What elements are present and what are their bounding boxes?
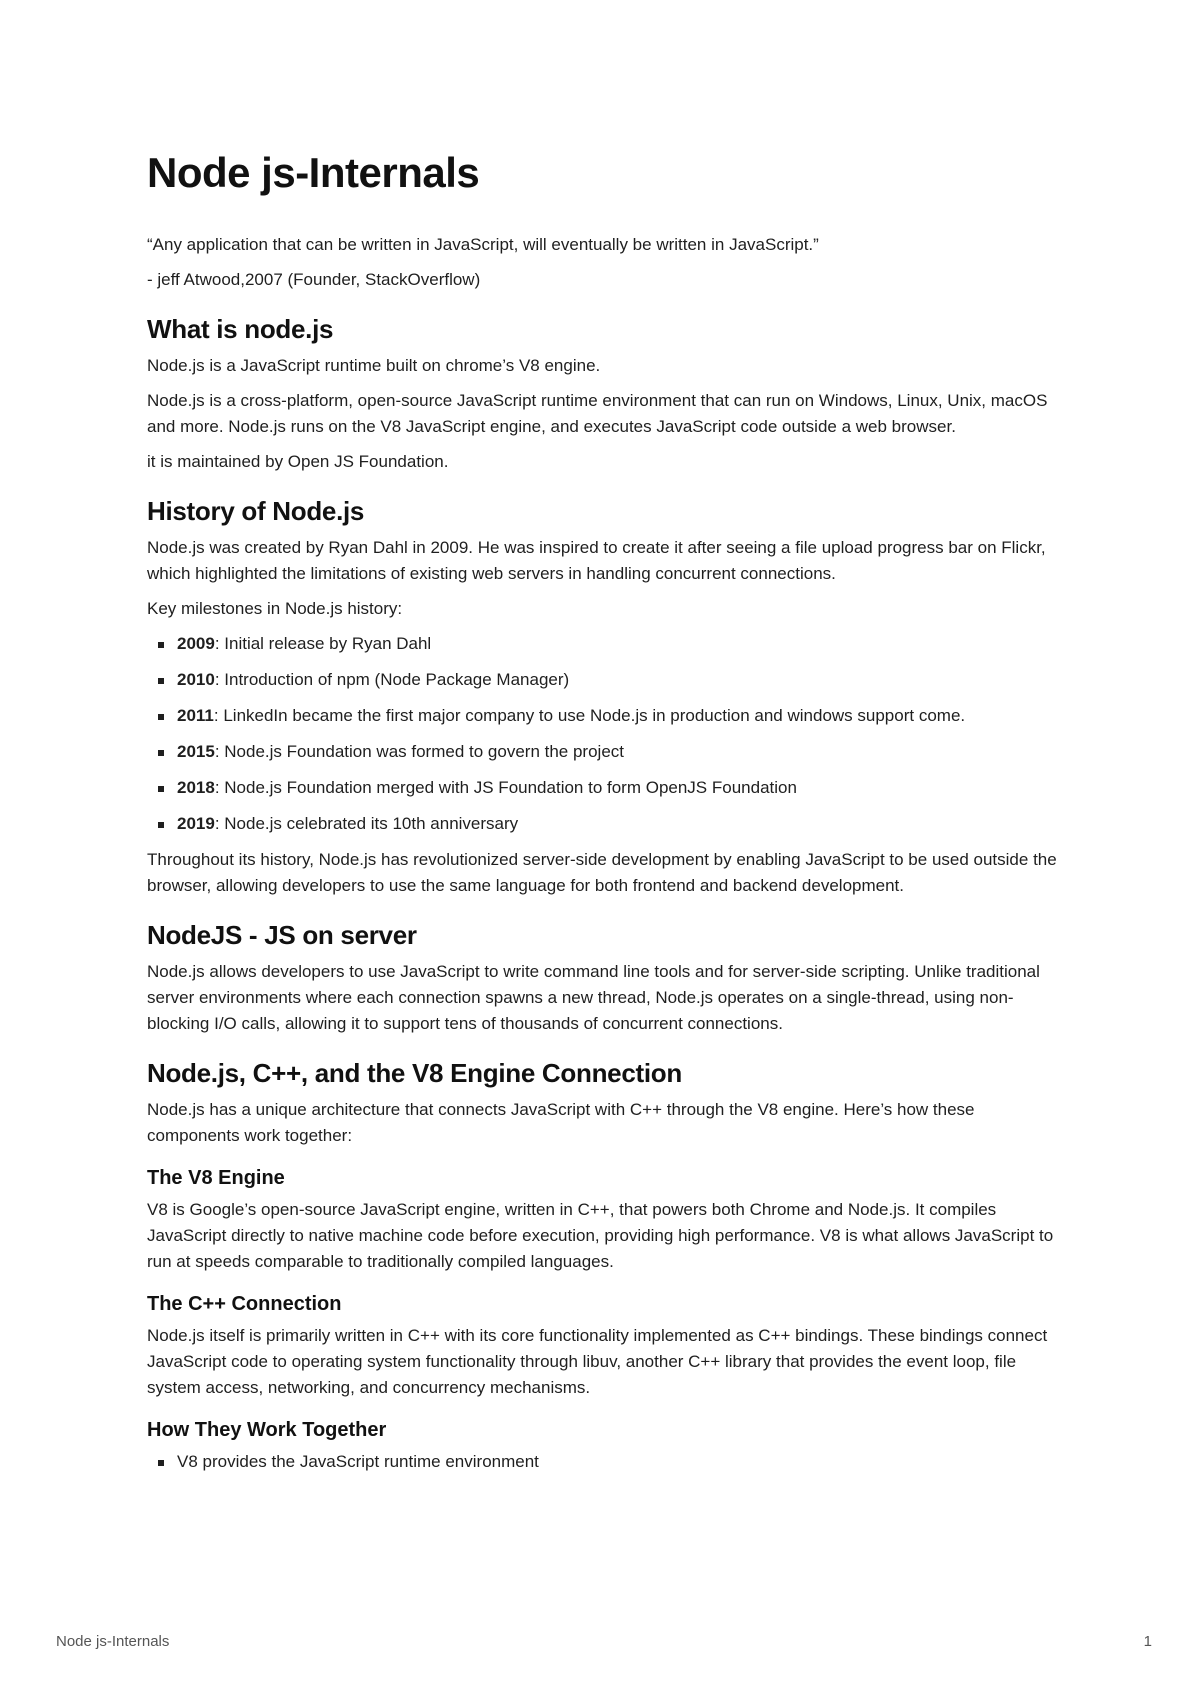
list-item: [177, 775, 1067, 801]
milestone-year: 2011: [177, 706, 214, 725]
paragraph: it is maintained by Open JS Foundation.: [147, 452, 449, 471]
milestones-list: [147, 631, 1067, 837]
paragraph: Node.js is a JavaScript runtime built on chrome’s V8 engine.: [147, 356, 601, 375]
how-they-work-list: [147, 1449, 1067, 1475]
milestone-year: 2009: [177, 634, 215, 653]
subheading-v8-engine: The V8 Engine: [147, 1167, 285, 1189]
milestone-text: : LinkedIn became the first major company to use Node.js in production and windows support come.: [213, 706, 966, 725]
heading-js-on-server: NodeJS - JS on server: [147, 920, 417, 950]
milestone-text: : Node.js celebrated its 10th anniversary: [214, 814, 519, 833]
list-item: [177, 631, 1067, 657]
list-item: [177, 703, 1067, 729]
quote: “Any application that can be written in JavaScript, will eventually be written in JavaScript.”: [147, 235, 819, 254]
quote-attribution: - jeff Atwood,2007 (Founder, StackOverflow): [147, 270, 481, 289]
paragraph: Throughout its history, Node.js has revolutionized server-side development by enabling JavaScript to be used outside the browser, allowing developers to use the same language for both frontend and backend development.: [147, 850, 1057, 895]
paragraph: Key milestones in Node.js history:: [147, 599, 403, 618]
heading-what-is-nodejs: What is node.js: [147, 314, 334, 344]
paragraph: Node.js has a unique architecture that connects JavaScript with C++ through the V8 engine. Here’s how these components work together:: [147, 1100, 975, 1145]
milestone-year: 2019: [177, 814, 215, 833]
heading-history: History of Node.js: [147, 496, 365, 526]
subheading-cpp-connection: The C++ Connection: [147, 1293, 342, 1315]
list-item: [177, 811, 1067, 837]
paragraph: V8 is Google’s open-source JavaScript engine, written in C++, that powers both Chrome and Node.js. It compiles JavaScript directly to native machine code before execution, providing high performance. V8 is what allows JavaScript to run at speeds comparable to traditionally compiled languages.: [147, 1200, 1054, 1271]
paragraph: Node.js is a cross-platform, open-source JavaScript runtime environment that can run on Windows, Linux, Unix, macOS and more. Node.js runs on the V8 JavaScript engine, and executes JavaScript code outside a web browser.: [147, 391, 1048, 436]
subheading-how-they-work: How They Work Together: [147, 1419, 387, 1441]
milestone-text: : Node.js Foundation merged with JS Foundation to form OpenJS Foundation: [214, 778, 797, 797]
footer-title: Node js-Internals: [56, 1633, 170, 1650]
list-item: [177, 739, 1067, 765]
page-content: [147, 148, 1067, 1485]
list-item: V8 provides the JavaScript runtime environment: [177, 1449, 1067, 1475]
paragraph: Node.js allows developers to use JavaScript to write command line tools and for server-side scripting. Unlike traditional server environments where each connection spawns a new thread, Node.js operates on a single-thread, using non-blocking I/O calls, allowing it to support tens of thousands of concurrent connections.: [147, 962, 1040, 1033]
milestone-year: 2015: [177, 742, 215, 761]
milestone-year: 2010: [177, 670, 215, 689]
paragraph: Node.js itself is primarily written in C++ with its core functionality implemented as C++ bindings. These bindings connect JavaScript code to operating system functionality through libuv, another C++ library that provides the event loop, file system access, networking, and concurrency mechanisms.: [147, 1326, 1048, 1397]
list-item: [177, 667, 1067, 693]
paragraph: Node.js was created by Ryan Dahl in 2009. He was inspired to create it after seeing a file upload progress bar on Flickr, which highlighted the limitations of existing web servers in handling concurrent connections.: [147, 538, 1046, 583]
page-number: 1: [1143, 1633, 1152, 1650]
milestone-text: : Node.js Foundation was formed to govern the project: [214, 742, 624, 761]
document-title: Node js-Internals: [147, 149, 480, 196]
milestone-year: 2018: [177, 778, 215, 797]
milestone-text: : Introduction of npm (Node Package Manager): [214, 670, 570, 689]
heading-v8-connection: Node.js, C++, and the V8 Engine Connection: [147, 1058, 682, 1088]
milestone-text: : Initial release by Ryan Dahl: [214, 634, 432, 653]
